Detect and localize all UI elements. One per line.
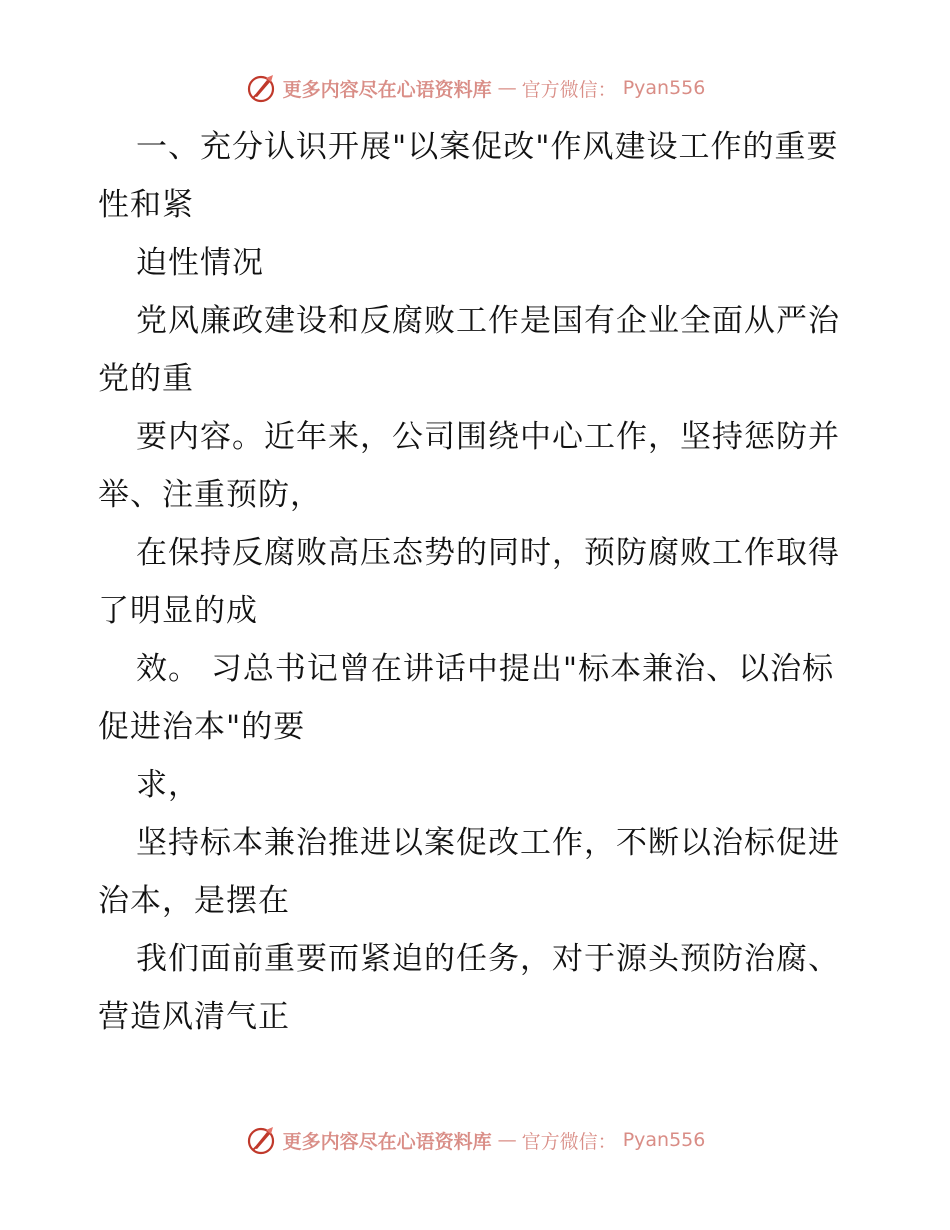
- paragraph: 求，: [136, 767, 200, 803]
- watermark-brand-text: 更多内容尽在心语资料库: [282, 78, 492, 101]
- watermark-dash: —: [497, 77, 516, 99]
- paragraph: 党风廉政建设和反腐败工作是国有企业全面从严治党的重: [98, 303, 840, 397]
- quill-pen-logo-icon: [245, 1124, 277, 1156]
- paragraph: 效。 习总书记曾在讲话中提出"标本兼治、以治标促进治本"的要: [98, 651, 835, 745]
- watermark-wechat-id: Pyan556: [622, 77, 706, 99]
- paragraph: 迫性情况: [136, 245, 264, 281]
- paragraph: 要内容。近年来，公司围绕中心工作，坚持惩防并举、注重预防，: [98, 419, 840, 513]
- watermark-dash: —: [497, 1129, 516, 1151]
- watermark-wechat-label: 官方微信：: [521, 78, 617, 101]
- paragraph: 我们面前重要而紧迫的任务，对于源头预防治腐、营造风清气正: [98, 941, 840, 1035]
- document-body: [98, 118, 858, 1046]
- paragraph: 一、充分认识开展"以案促改"作风建设工作的重要性和紧: [98, 129, 839, 223]
- watermark-brand-text: 更多内容尽在心语资料库: [282, 1130, 492, 1153]
- paragraph: 坚持标本兼治推进以案促改工作，不断以治标促进治本，是摆在: [98, 825, 840, 919]
- header-watermark-banner: [0, 72, 950, 104]
- watermark-wechat-label: 官方微信：: [521, 1130, 617, 1153]
- paragraph: 在保持反腐败高压态势的同时，预防腐败工作取得了明显的成: [98, 535, 840, 629]
- watermark-wechat-id: Pyan556: [622, 1129, 706, 1151]
- quill-pen-logo-icon: [245, 72, 277, 104]
- footer-watermark-banner: [0, 1124, 950, 1156]
